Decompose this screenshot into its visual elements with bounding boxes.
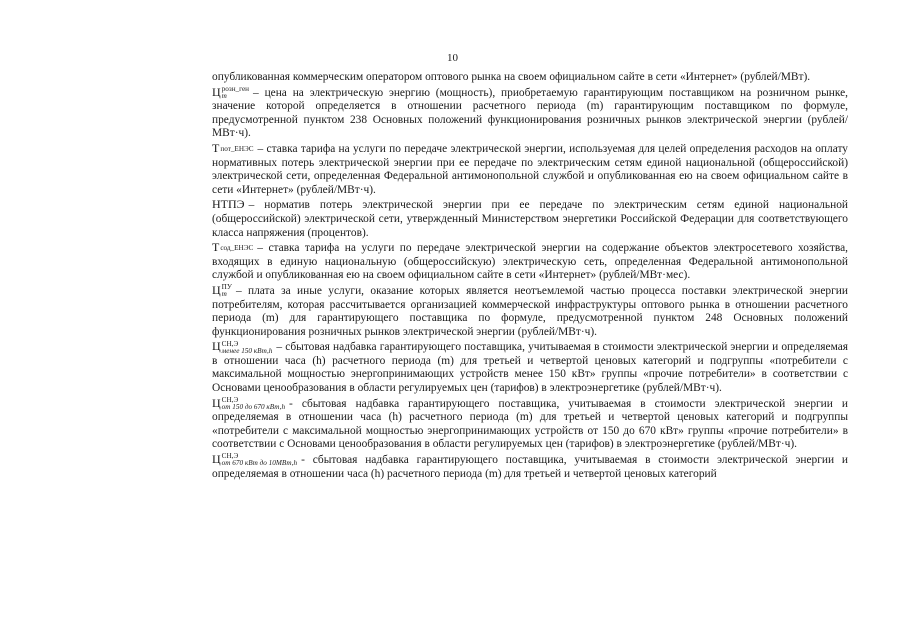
symbol-subscript: менее 150 кВт,h [221, 346, 273, 355]
symbol-superscript: ПУ [221, 283, 232, 292]
symbol-superscript: розн_ген [221, 84, 250, 93]
symbol-base: Т [212, 140, 220, 155]
symbol-base: Ц [212, 452, 221, 467]
symbol-subscript: от 670 кВт до 10МВт,h [221, 459, 298, 468]
symbol-base: Ц [212, 84, 221, 99]
definition-text: - сбытовая надбавка гарантирующего поставщика, учитываемая в стоимости электрической энергии и определяемая в отношении часа (h) расчетного периода (m) для третьей и четвертой ценовых категорий и подгруппы «потребители с максимальной мощностью энергопринимающих устройств от 150 до 670 кВт» группы «прочие потребители» в соответствии с Основами ценообразования в области регулируемых цен (тарифов) в электроэнергетике (рублей/МВт·ч). [212, 397, 848, 451]
definition-paragraph [212, 340, 848, 395]
formula-symbol [212, 242, 253, 254]
symbol-superscript: СН,Э [221, 396, 239, 405]
symbol-base: Ц [212, 282, 221, 297]
symbol-scripts [222, 86, 249, 100]
symbol-scripts [222, 453, 297, 467]
definitions-list [212, 86, 848, 482]
definition-paragraph [212, 284, 848, 339]
definition-paragraph [212, 86, 848, 141]
formula-symbol [212, 84, 250, 100]
document-body [212, 71, 848, 482]
symbol-scripts [222, 341, 273, 355]
symbol-subscript: от 150 до 670 кВт,h [221, 403, 286, 412]
formula-symbol [212, 454, 297, 466]
intro-paragraph: опубликованная коммерческим оператором оптового рынка на своем официальном сайте в сети «Интернет» (рублей/МВт). [212, 71, 811, 83]
definition-text: – сбытовая надбавка гарантирующего поставщика, учитываемая в стоимости электрической энергии и определяемая в отношении часа (h) расчетного периода (m) для третьей и четвертой ценовых категорий и подгруппы «потребители с максимальной мощностью энергопринимающих устройств менее 150 кВт» группы «прочие потребители» в соответствии с Основами ценообразования в области регулируемых цен (тарифов) в электроэнергетике (рублей/МВт·ч). [212, 341, 848, 395]
page-number: 10 [447, 52, 458, 64]
symbol-base: Ц [212, 339, 221, 354]
symbol-superscript: сод_ЕНЭС [220, 244, 254, 253]
symbol-scripts [222, 397, 285, 411]
definition-paragraph [212, 453, 848, 481]
formula-symbol [212, 199, 245, 211]
symbol-superscript: пот_ЕНЭС [220, 144, 254, 153]
definition-paragraph [212, 142, 848, 197]
definition-paragraph [212, 397, 848, 452]
symbol-superscript: СН,Э [221, 452, 239, 461]
definition-paragraph [212, 198, 848, 240]
definition-text: – ставка тарифа на услуги по передаче электрической энергии на содержание объектов электросетевого хозяйства, входящих в единую национальную (общероссийскую) электрическую сеть, определенная Федеральной антимонопольной службой и опубликованная ею на своем официальном сайте в сети «Интернет» (рублей/МВт·мес). [212, 242, 848, 282]
symbol-base: Т [212, 240, 220, 255]
symbol-scripts [220, 146, 253, 153]
symbol-base: Ц [212, 395, 221, 410]
formula-symbol [212, 140, 254, 155]
symbol-scripts [220, 245, 253, 252]
formula-symbol [212, 395, 286, 412]
definition-text: – плата за иные услуги, оказание которых является неотъемлемой частью процесса поставки электрической энергии потребителям, которая рассчитывается организацией коммерческой инфраструктуры оптового рынка в отношении расчетного периода (m) для гарантирующего поставщика по формуле, предусмотренной пунктом 248 Основных положений функционирования розничных рынков электрической энергии (рублей/МВт·ч). [212, 284, 848, 338]
symbol-scripts [222, 284, 232, 298]
definition-paragraph [212, 241, 848, 283]
definition-text: – цена на электрическую энергию (мощность), приобретаемую гарантирующим поставщиком на розничном рынке, значение которой определяется в отношении расчетного периода (m) гарантирующим поставщиком по формуле, предусмотренной пунктом 238 Основных положений функционирования розничных рынков электрической энергии (рублей/МВт·ч). [212, 86, 848, 140]
definition-text: – норматив потерь электрической энергии при ее передаче по электрическим сетям единой национальной (общероссийской) электрической сети, утвержденный Министерством энергетики Российской Федерации для соответствующего класса напряжения (процентов). [212, 199, 848, 239]
formula-symbol [212, 341, 272, 353]
symbol-superscript: СН,Э [221, 339, 239, 348]
symbol-subscript: m [221, 290, 227, 299]
symbol-base: НТПЭ [212, 197, 245, 212]
definition-text: - сбытовая надбавка гарантирующего поставщика, учитываемая в стоимости электрической энергии и определяемая в отношении часа (h) расчетного периода (m) для третьей и четвертой ценовых категорий [212, 454, 848, 480]
formula-symbol [212, 282, 232, 299]
symbol-subscript: m [221, 91, 227, 100]
definition-text: – ставка тарифа на услуги по передаче электрической энергии, используемая для целей определения расходов на оплату нормативных потерь электрической энергии при ее передаче по электрическим сетям единой национальной (общероссийской) электрической сети, определенная Федеральной антимонопольной службой и опубликованная ею на своем официальном сайте в сети «Интернет» (рублей/МВт·ч). [212, 142, 848, 196]
